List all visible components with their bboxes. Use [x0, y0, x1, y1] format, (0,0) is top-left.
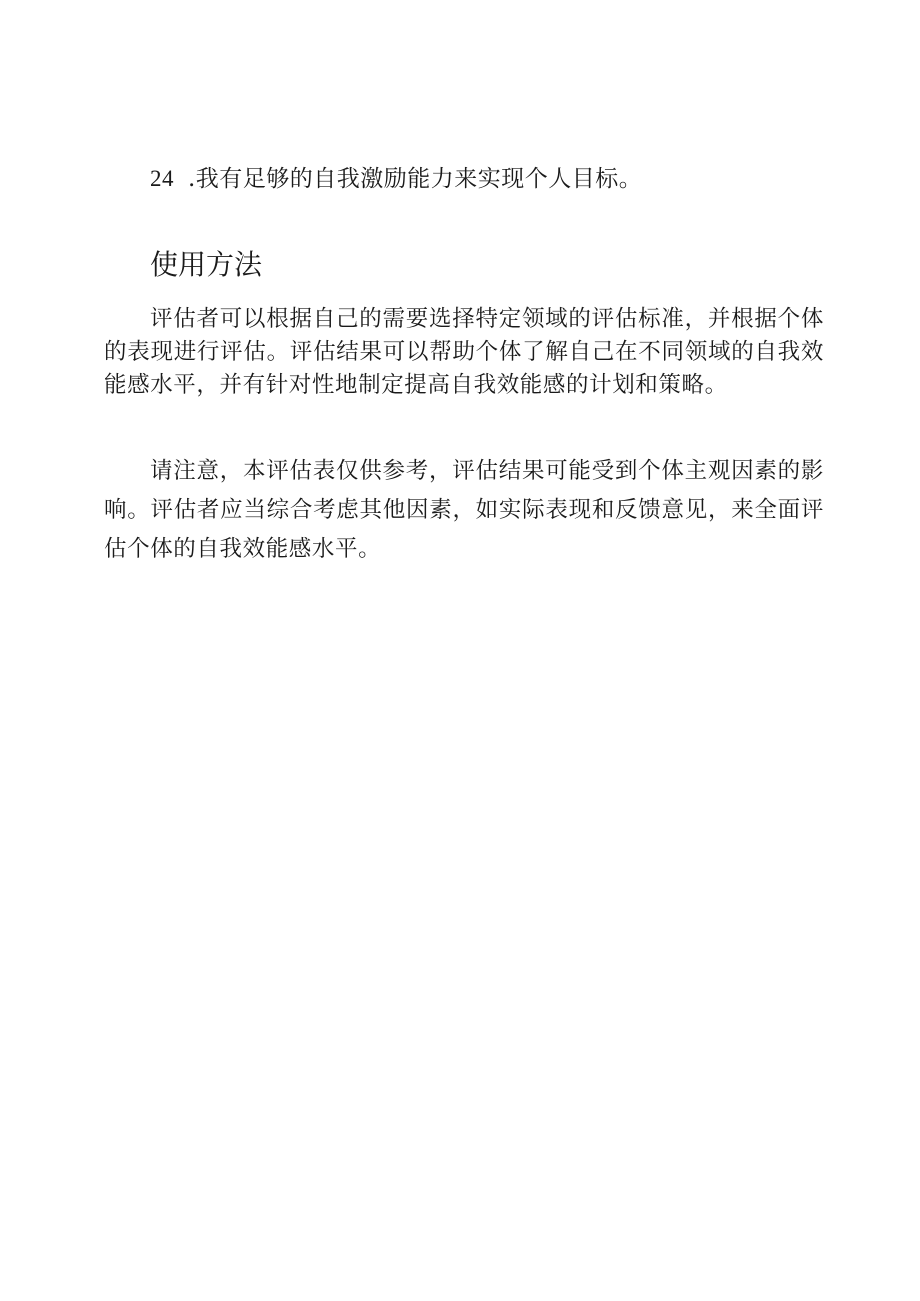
usage-paragraph: 评估者可以根据自己的需要选择特定领域的评估标准，并根据个体的表现进行评估。评估结果可以帮助个体了解自己在不同领域的自我效能感水平，并有针对性地制定提高自我效能感的计划和策略。 [104, 306, 824, 398]
item-number: 24 [150, 166, 174, 191]
note-paragraph: 请注意，本评估表仅供参考，评估结果可能受到个体主观因素的影响。评估者应当综合考虑其他因素，如实际表现和反馈意见，来全面评估个体的自我效能感水平。 [104, 458, 824, 562]
section-heading-usage: 使用方法 [150, 248, 263, 281]
item-text: .我有足够的自我激励能力来实现个人目标。 [188, 166, 643, 192]
questionnaire-item-24 [150, 163, 642, 195]
